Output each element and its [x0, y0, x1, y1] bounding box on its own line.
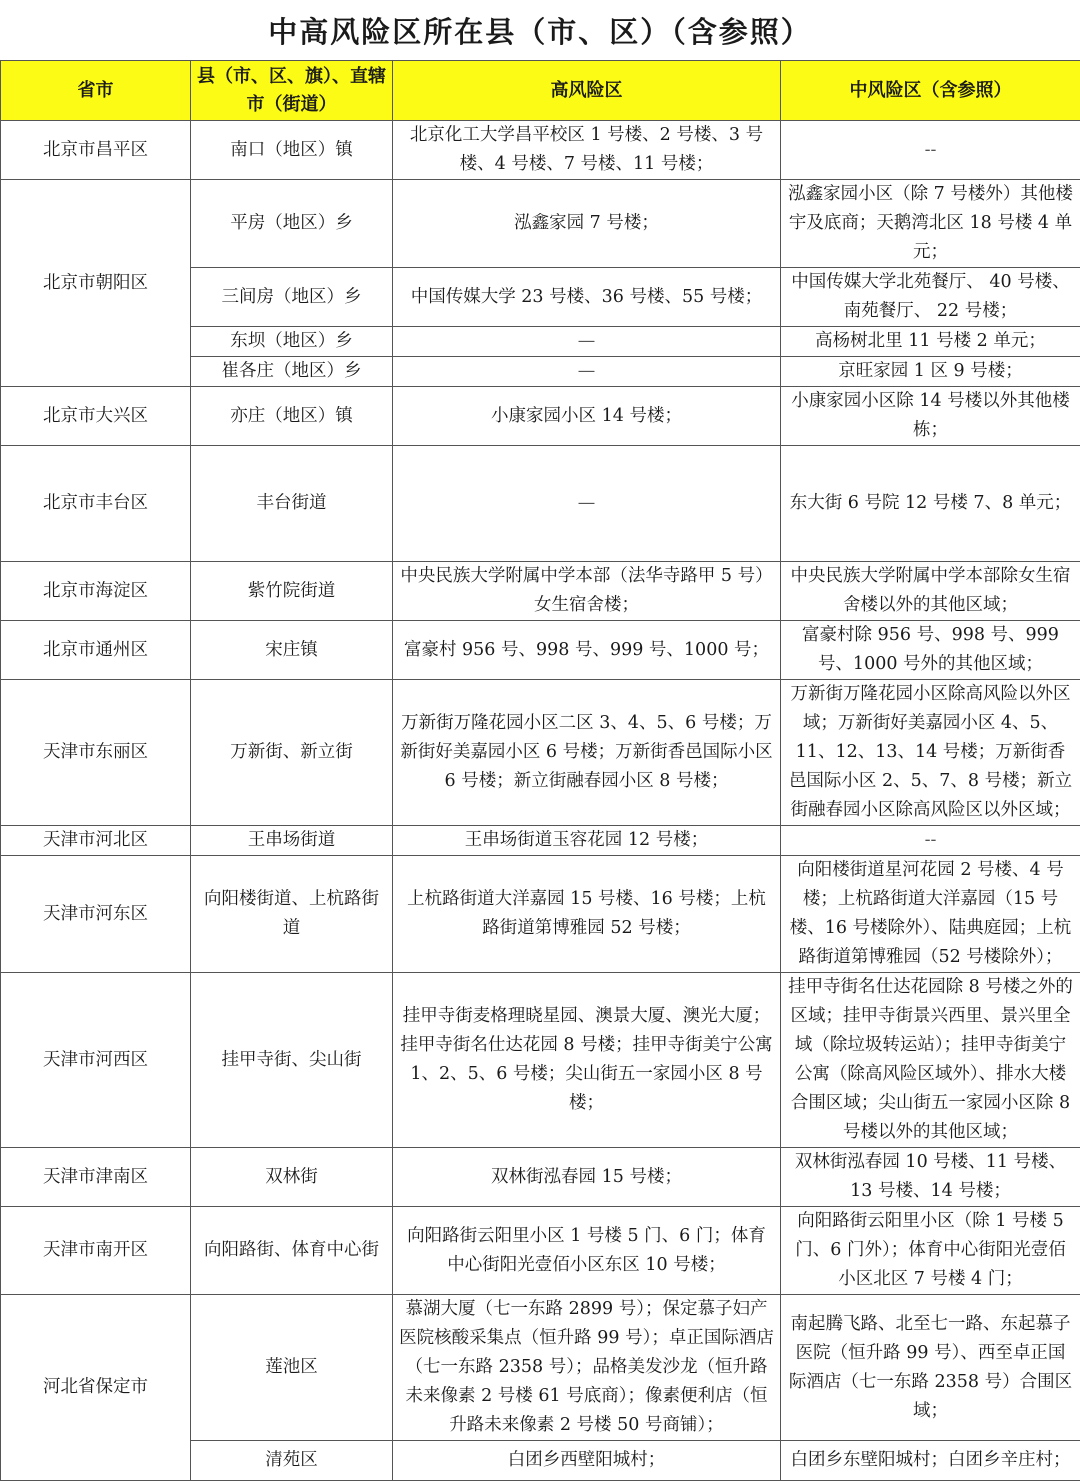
district-cell: 平房（地区）乡	[191, 180, 393, 268]
mid-risk-cell: 东大街 6 号院 12 号楼 7、8 单元；	[781, 446, 1080, 562]
high-risk-cell: 慕湖大厦（七一东路 2899 号）；保定慕子妇产医院核酸采集点（恒升路 99 号）；卓正国际酒店（七一东路 2358 号）；品格美发沙龙（恒升路未来像素 2 号楼 61 号底商）；像素便利店（恒升路未来像素 2 号楼 50 号商铺）；	[393, 1295, 781, 1441]
high-risk-cell: 泓鑫家园 7 号楼；	[393, 180, 781, 268]
high-risk-cell: 富豪村 956 号、998 号、999 号、1000 号；	[393, 621, 781, 680]
high-risk-cell: 小康家园小区 14 号楼；	[393, 387, 781, 446]
table-row	[1, 446, 1080, 562]
district-cell: 东坝（地区）乡	[191, 327, 393, 357]
mid-risk-cell: 双林街泓春园 10 号楼、11 号楼、13 号楼、14 号楼；	[781, 1148, 1080, 1207]
mid-risk-cell: 泓鑫家园小区（除 7 号楼外）其他楼宇及底商；天鹅湾北区 18 号楼 4 单元；	[781, 180, 1080, 268]
mid-risk-cell: 高杨树北里 11 号楼 2 单元；	[781, 327, 1080, 357]
high-risk-cell: 万新街万隆花园小区二区 3、4、5、6 号楼；万新街好美嘉园小区 6 号楼；万新街香邑国际小区 6 号楼；新立街融春园小区 8 号楼；	[393, 680, 781, 826]
header-province: 省市	[1, 61, 191, 121]
province-cell: 河北省保定市	[1, 1295, 191, 1481]
province-cell: 北京市通州区	[1, 621, 191, 680]
table-row	[1, 1295, 1080, 1441]
header-mid-risk: 中风险区（含参照）	[781, 61, 1080, 121]
high-risk-cell: 中国传媒大学 23 号楼、36 号楼、55 号楼；	[393, 268, 781, 327]
province-cell: 北京市海淀区	[1, 562, 191, 621]
high-risk-cell: 向阳路街云阳里小区 1 号楼 5 门、6 门；体育中心街阳光壹佰小区东区 10 号楼；	[393, 1207, 781, 1295]
province-cell: 北京市昌平区	[1, 121, 191, 180]
mid-risk-cell: --	[781, 826, 1080, 856]
high-risk-cell: —	[393, 357, 781, 387]
mid-risk-cell: 万新街万隆花园小区除高风险以外区域；万新街好美嘉园小区 4、5、11、12、13、14 号楼；万新街香邑国际小区 2、5、7、8 号楼；新立街融春园小区除高风险区以外区域；	[781, 680, 1080, 826]
district-cell: 万新街、新立街	[191, 680, 393, 826]
high-risk-cell: —	[393, 446, 781, 562]
district-cell: 向阳路街、体育中心街	[191, 1207, 393, 1295]
district-cell: 向阳楼街道、上杭路街道	[191, 856, 393, 973]
district-cell: 王串场街道	[191, 826, 393, 856]
district-cell: 丰台街道	[191, 446, 393, 562]
district-cell: 双林街	[191, 1148, 393, 1207]
district-cell: 南口（地区）镇	[191, 121, 393, 180]
mid-risk-cell: 向阳楼街道星河花园 2 号楼、4 号楼；上杭路街道大洋嘉园（15 号楼、16 号楼除外）、陆典庭园；上杭路街道第博雅园（52 号楼除外）；	[781, 856, 1080, 973]
district-cell: 宋庄镇	[191, 621, 393, 680]
page-title: 中高风险区所在县（市、区）（含参照）	[268, 15, 812, 49]
mid-risk-cell: --	[781, 121, 1080, 180]
table-row	[1, 121, 1080, 180]
district-cell: 挂甲寺街、尖山街	[191, 973, 393, 1148]
province-cell: 天津市河西区	[1, 973, 191, 1148]
high-risk-cell: 挂甲寺街麦格理晓星园、澳景大厦、澳光大厦；挂甲寺街名仕达花园 8 号楼；挂甲寺街美宁公寓 1、2、5、6 号楼；尖山街五一家园小区 8 号楼；	[393, 973, 781, 1148]
province-cell: 北京市朝阳区	[1, 180, 191, 387]
mid-risk-cell: 中国传媒大学北苑餐厅、 40 号楼、南苑餐厅、 22 号楼；	[781, 268, 1080, 327]
header-high-risk: 高风险区	[393, 61, 781, 121]
mid-risk-cell: 中央民族大学附属中学本部除女生宿舍楼以外的其他区域；	[781, 562, 1080, 621]
mid-risk-cell: 南起腾飞路、北至七一路、东起慕子医院（恒升路 99 号）、西至卓正国际酒店（七一东路 2358 号）合围区域；	[781, 1295, 1080, 1441]
table-row	[1, 562, 1080, 621]
header-district: 县（市、区、旗）、直辖市（街道）	[191, 61, 393, 121]
high-risk-cell: 王串场街道玉容花园 12 号楼；	[393, 826, 781, 856]
mid-risk-cell: 京旺家园 1 区 9 号楼；	[781, 357, 1080, 387]
high-risk-cell: 双林街泓春园 15 号楼；	[393, 1148, 781, 1207]
table-row	[1, 621, 1080, 680]
mid-risk-cell: 小康家园小区除 14 号楼以外其他楼栋；	[781, 387, 1080, 446]
table-row	[1, 856, 1080, 973]
high-risk-cell: 中央民族大学附属中学本部（法华寺路甲 5 号）女生宿舍楼；	[393, 562, 781, 621]
mid-risk-cell: 挂甲寺街名仕达花园除 8 号楼之外的区域；挂甲寺街景兴西里、景兴里全域（除垃圾转运站）；挂甲寺街美宁公寓（除高风险区域外）、排水大楼合围区域；尖山街五一家园小区除 8 号楼以外的其他区域；	[781, 973, 1080, 1148]
table-row	[1, 1207, 1080, 1295]
high-risk-cell: 上杭路街道大洋嘉园 15 号楼、16 号楼；上杭路街道第博雅园 52 号楼；	[393, 856, 781, 973]
table-row	[1, 180, 1080, 268]
province-cell: 天津市南开区	[1, 1207, 191, 1295]
mid-risk-cell: 白团乡东壁阳城村；白团乡辛庄村；	[781, 1441, 1080, 1481]
risk-area-table	[0, 60, 1080, 1481]
district-cell: 三间房（地区）乡	[191, 268, 393, 327]
province-cell: 北京市丰台区	[1, 446, 191, 562]
province-cell: 天津市河东区	[1, 856, 191, 973]
district-cell: 亦庄（地区）镇	[191, 387, 393, 446]
table-row	[1, 387, 1080, 446]
province-cell: 北京市大兴区	[1, 387, 191, 446]
district-cell: 莲池区	[191, 1295, 393, 1441]
district-cell: 紫竹院街道	[191, 562, 393, 621]
high-risk-cell: —	[393, 327, 781, 357]
table-header-row	[1, 61, 1080, 121]
province-cell: 天津市津南区	[1, 1148, 191, 1207]
province-cell: 天津市河北区	[1, 826, 191, 856]
district-cell: 清苑区	[191, 1441, 393, 1481]
table-row	[1, 973, 1080, 1148]
mid-risk-cell: 向阳路街云阳里小区（除 1 号楼 5 门、6 门外）；体育中心街阳光壹佰小区北区 7 号楼 4 门；	[781, 1207, 1080, 1295]
table-row	[1, 1148, 1080, 1207]
high-risk-cell: 北京化工大学昌平校区 1 号楼、2 号楼、3 号楼、4 号楼、7 号楼、11 号楼；	[393, 121, 781, 180]
high-risk-cell: 白团乡西壁阳城村；	[393, 1441, 781, 1481]
table-row	[1, 826, 1080, 856]
mid-risk-cell: 富豪村除 956 号、998 号、999 号、1000 号外的其他区域；	[781, 621, 1080, 680]
province-cell: 天津市东丽区	[1, 680, 191, 826]
table-row	[1, 680, 1080, 826]
district-cell: 崔各庄（地区）乡	[191, 357, 393, 387]
